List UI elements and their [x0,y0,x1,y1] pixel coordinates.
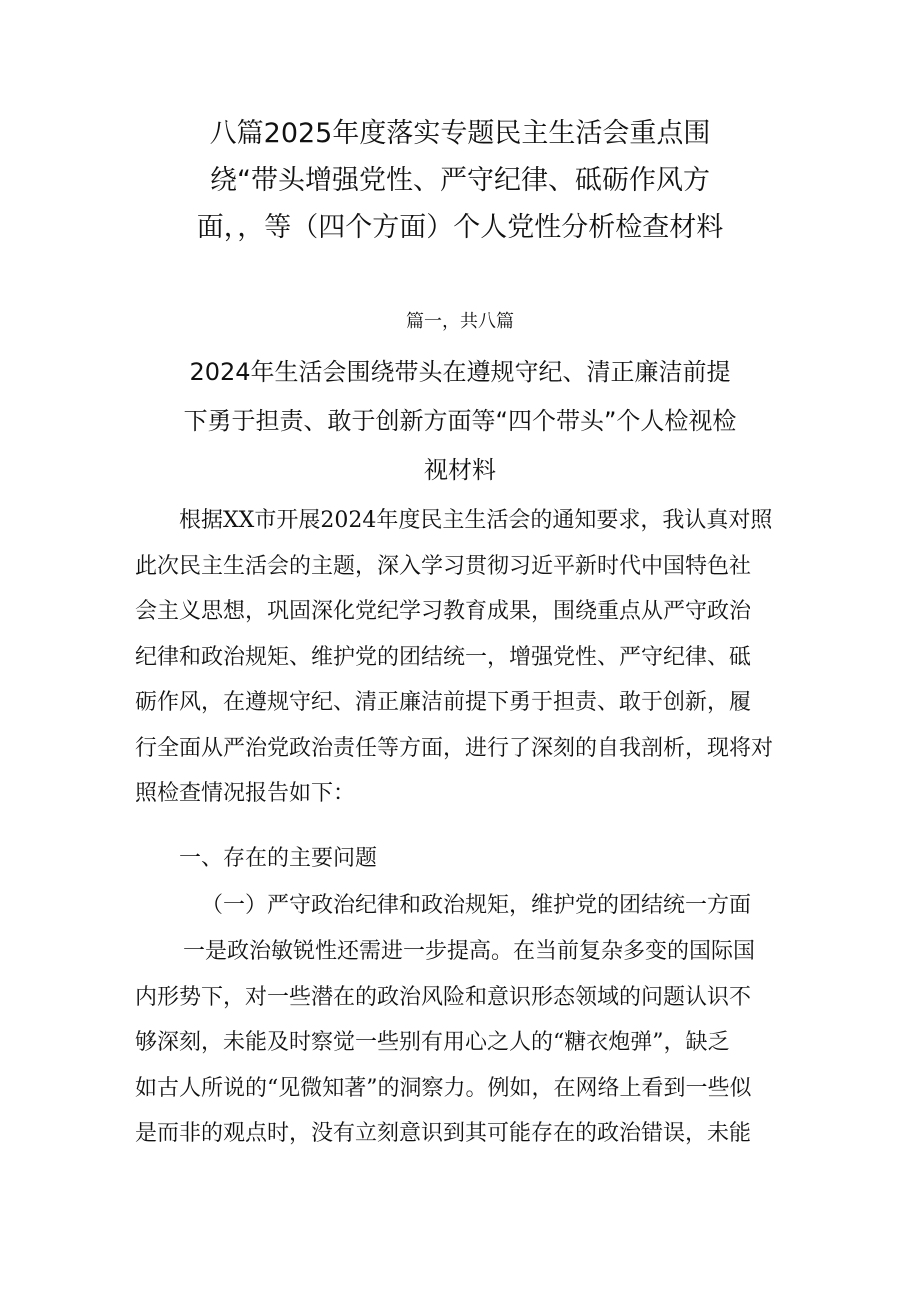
paragraph-line: 根据XX市开展2024年度民主生活会的通知要求，我认真对照 [179,508,773,533]
paragraph-line: 照检查情况报告如下： [135,781,356,806]
main-title [120,110,800,251]
paragraph-line: 一是政治敏锐性还需进一步提高。在当前复杂多变的国际国 [183,939,756,964]
point-paragraph [135,929,795,1157]
sub-title-line: 视材料 [424,456,496,484]
sub-title-line: 下勇于担责、敢于创新方面等“四个带头”个人检视检 [183,407,737,435]
sub-title [120,348,800,495]
subsection-heading [135,883,795,929]
paragraph-line: 内形势下，对一些潜在的政治风险和意识形态领域的问题认识不 [135,984,752,1010]
paragraph-line: 此次民主生活会的主题，深入学习贯彻习近平新时代中国特色社 [135,553,752,579]
main-title-line: 绕“带头增强党性、严守纪律、砥砺作风方 [210,165,710,196]
section-heading-text: 一、存在的主要问题 [179,846,378,871]
section-heading [135,836,795,882]
paragraph-line: 行全面从严治党政治责任等方面，进行了深刻的自我剖析，现将对 [135,735,774,761]
paragraph-line: 如古人所说的“见微知著”的洞察力。例如，在网络上看到一些似 [135,1075,752,1101]
sub-title-line: 2024年生活会围绕带头在遵规守纪、清正廉洁前提 [189,358,731,386]
paragraph-line: 会主义思想，巩固深化党纪学习教育成果，围绕重点从严守政治 [135,599,752,624]
main-title-line: 八篇2025年度落实专题民主生活会重点围 [209,118,711,149]
main-title-line: 面，，等（四个方面）个人党性分析检查材料 [196,212,724,243]
paragraph-line: 纪律和政治规矩、维护党的团结统一，增强党性、严守纪律、砥 [135,644,752,670]
paragraph-line: 砺作风，在遵规守纪、清正廉洁前提下勇于担责、敢于创新，履 [135,690,752,715]
intro-paragraph [135,498,795,817]
paragraph-line: 够深刻，未能及时察觉一些别有用心之人的“糖衣炮弹”，缺乏 [135,1030,730,1055]
part-label: 篇一，共八篇 [406,311,514,332]
subsection-heading-text: （一）严守政治纪律和政治规矩，维护党的团结统一方面 [201,893,752,918]
paragraph-line: 是而非的观点时，没有立刻意识到其可能存在的政治错误，未能 [135,1121,752,1146]
